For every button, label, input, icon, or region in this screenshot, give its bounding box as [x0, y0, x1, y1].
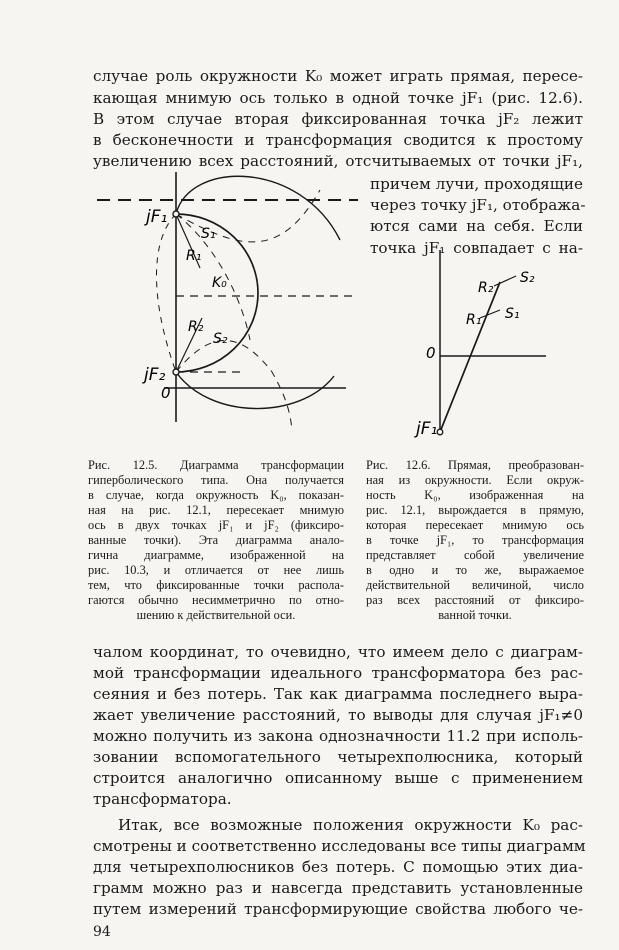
point-jf2 — [173, 369, 179, 375]
text-bottom-2: мой трансформации идеального трансформатора без рас- — [93, 664, 583, 682]
text-para2-4: грамм можно раз и навсегда представить установленные — [93, 879, 583, 897]
text-right-3: ются сами на себя. Если — [370, 217, 583, 235]
dashed-arc-4 — [157, 214, 177, 372]
fig6-label-r2: R₂ — [478, 280, 494, 296]
text-bottom-1: чалом координат, то очевидно, что имеем дело с диаграм- — [93, 643, 583, 661]
label-jf1: jF₁ — [146, 207, 168, 227]
circle-k0 — [176, 214, 258, 372]
label-s1: S₁ — [201, 226, 216, 242]
text-line-1: случае роль окружности K₀ может играть прямая, пересе- — [93, 67, 583, 85]
text-line-4: в бесконечности и трансформация сводится к простому — [93, 131, 583, 149]
fig6-arrow-s2 — [494, 276, 516, 286]
text-bottom-7: строится аналогично описанному выше с применением — [93, 769, 583, 787]
text-line-2: кающая мнимую ось только в одной точке jF₁ (рис. 12.6). — [93, 89, 583, 107]
fig6-line — [440, 282, 500, 432]
fig6-label-jf1: jF₁ — [416, 419, 438, 439]
label-zero: 0 — [161, 384, 171, 402]
text-para2-1: Итак, все возможные положения окружности K₀ рас- — [118, 816, 583, 834]
fig6-point-jf1 — [437, 429, 443, 435]
fig6-label-s2: S₂ — [520, 270, 535, 286]
text-right-4: точка jF₁ совпадает с на- — [370, 239, 583, 257]
label-jf2: jF₂ — [144, 365, 166, 385]
text-right-1: причем лучи, проходящие — [370, 175, 583, 193]
point-jf1 — [173, 211, 179, 217]
page-number: 94 — [93, 924, 111, 940]
fig6-label-s1: S₁ — [505, 306, 520, 322]
text-bottom-6: зовании вспомогательного четырехполюсника, который — [93, 748, 583, 766]
text-line-5: увеличению всех расстояний, отсчитываемых от точки jF₁, — [93, 152, 583, 170]
label-k0: K₀ — [212, 275, 227, 291]
text-bottom-8: трансформатора. — [93, 790, 232, 808]
text-bottom-5: можно получить из закона однозначности 11.2 при исполь- — [93, 727, 583, 745]
arc-bottom — [176, 372, 334, 409]
fig6-label-zero: 0 — [426, 344, 436, 362]
fig6-arrow-s1 — [480, 310, 500, 318]
text-para2-5: путем измерений трансформирующие свойства любого че- — [93, 900, 583, 918]
label-s2: S₂ — [213, 331, 228, 347]
dashed-arc-3 — [176, 341, 292, 431]
text-para2-3: для четырехполюсников без потерь. С помощью этих диа- — [93, 858, 583, 876]
label-r2: R₂ — [188, 319, 204, 335]
text-para2-2: смотрены и соответственно исследованы все типы диаграмм — [93, 837, 586, 855]
text-right-2: через точку jF₁, отобража- — [370, 196, 586, 214]
text-bottom-4: жает увеличение расстояний, то выводы для случая jF₁≠0 — [93, 706, 583, 724]
text-bottom-3: сеяния и без потерь. Так как диаграмма последнего выра- — [93, 685, 583, 703]
fig6-label-r1: R₁ — [466, 312, 482, 328]
label-r1: R₁ — [186, 248, 202, 264]
text-line-3: В этом случае вторая фиксированная точка jF₂ лежит — [93, 110, 583, 128]
